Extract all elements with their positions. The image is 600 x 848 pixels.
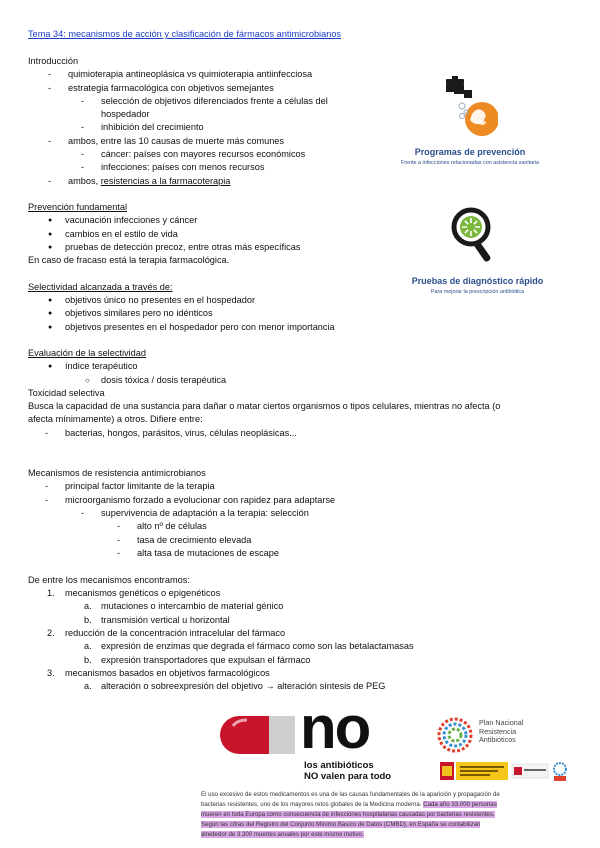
- mecanismos-subsubitem: - alta tasa de mutaciones de escape: [137, 547, 279, 561]
- lista-subitem: alteración o sobreexpresión del objetivo → alteración síntesis de PEG: [101, 681, 386, 691]
- mecanismos-subsubitem: - tasa de crecimiento elevada: [137, 534, 251, 548]
- toxicidad-item: - bacterias, hongos, parásitos, virus, células neoplásicas...: [65, 427, 297, 441]
- lista-number: 1.: [47, 588, 55, 598]
- lista-item: mecanismos genéticos o epigenéticos: [65, 588, 221, 598]
- plan-nacional-text: [479, 719, 523, 745]
- lista-item: reducción de la concentración intracelular del fármaco: [65, 628, 286, 638]
- plan-nacional-logo-icon: [436, 716, 474, 754]
- evaluacion-heading: Evaluación de la selectividad: [28, 348, 146, 358]
- intro-item: - estrategia farmacológica con objetivos semejantes: [68, 82, 274, 96]
- lista-subitem: expresión de enzimas que degrada el fármaco como son las betalactamasas: [101, 641, 414, 651]
- ministry-logos: [440, 760, 570, 782]
- banner-line1: los antibióticos: [304, 760, 374, 771]
- banner-caption-line: El uso excesivo de estos medicamentos es una de las causas fundamentales de la aparición y propagación de: [201, 791, 500, 798]
- intro-item: - quimioterapia antineoplásica vs quimioterapia antiinfecciosa: [68, 68, 312, 82]
- toxicidad-heading: Toxicidad selectiva: [28, 388, 105, 398]
- intro-item: - ambos, entre las 10 causas de muerte más comunes: [68, 135, 284, 149]
- page-title[interactable]: Tema 34: mecanismos de acción y clasificación de fármacos antimicrobianos: [28, 29, 342, 39]
- capsule-icon: [219, 712, 299, 758]
- lista-item: mecanismos basados en objetivos farmacológicos: [65, 668, 270, 678]
- lista-number: 3.: [47, 668, 55, 678]
- magnifier-icon: [451, 205, 501, 269]
- handwash-icon: [438, 76, 498, 138]
- prevencion-footer: En caso de fracaso está la terapia farmacológica.: [28, 255, 230, 265]
- banner-caption-line: [201, 830, 364, 840]
- banner-no: no: [300, 694, 370, 761]
- caption-highlight: Cada año 33.000 personas: [423, 801, 497, 808]
- lista-letter: a.: [84, 681, 92, 691]
- caption-text: bacterias resistentes, uno de los mayores retos globales de la Medicina moderna.: [201, 801, 422, 808]
- intro-heading: Introducción: [28, 56, 79, 66]
- selectividad-heading: Selectividad alcanzada a través de:: [28, 282, 173, 292]
- intro-subitem: - infecciones: países con menos recursos: [101, 161, 264, 175]
- logo-prevencion-subtitle: Frente a infecciones relacionadas con asistencia sanitaria: [400, 160, 540, 166]
- toxicidad-text: Busca la capacidad de una sustancia para dañar o matar ciertos organismos o tipos celulares, mientras no afecta (o: [28, 401, 501, 411]
- intro-item-prefix: ambos,: [68, 176, 99, 186]
- plan-nacional-line: Antibióticos: [479, 735, 516, 745]
- mecanismos-heading: Mecanismos de resistencia antimicrobianos: [28, 468, 206, 478]
- lista-subitem: transmisión vertical u horizontal: [101, 615, 230, 625]
- toxicidad-text: afecta mínimamente) a otros. Difiere entre:: [28, 414, 203, 424]
- caption-highlight: alrededor de 3.300 muertes anuales por este mismo motivo.: [201, 831, 364, 838]
- selectividad-item: ● objetivos presentes en el hospedador pero con menor importancia: [65, 321, 335, 335]
- lista-number: 2.: [47, 628, 55, 638]
- intro-item: [68, 175, 230, 189]
- lista-subitem: mutaciones o intercambio de material génico: [101, 601, 284, 611]
- lista-intro: De entre los mecanismos encontramos:: [28, 575, 190, 585]
- lista-letter: a.: [84, 601, 92, 611]
- caption-highlight: Según las cifras del Registro del Conjunto Mínimo Básico de Datos (CMBD), en España se contabilizan: [201, 821, 481, 828]
- lista-letter: b.: [84, 615, 92, 625]
- logo-prevencion-title: Programas de prevención: [414, 147, 526, 157]
- banner-caption-line: [201, 810, 495, 820]
- plan-nacional-line: Plan Nacional: [479, 718, 524, 727]
- banner-caption-line: [201, 800, 497, 810]
- lista-letter: b.: [84, 655, 92, 665]
- prevencion-heading: Prevención fundamental: [28, 202, 128, 212]
- logo-diagnostico-title: Pruebas de diagnóstico rápido: [411, 276, 544, 286]
- intro-subitem-cont: hospedador: [101, 109, 150, 119]
- mecanismos-subitem: - supervivencia de adaptación a la terapia: selección: [101, 507, 309, 521]
- intro-subitem: - cáncer: países con mayores recursos económicos: [101, 148, 305, 162]
- banner-line2: NO valen para todo: [304, 771, 392, 782]
- mecanismos-item: - principal factor limitante de la terapia: [65, 480, 215, 494]
- evaluacion-subitem: ○ dosis tóxica / dosis terapéutica: [101, 374, 226, 388]
- banner-caption-line: [201, 820, 480, 830]
- prevencion-item: ● cambios en el estilo de vida: [65, 228, 178, 242]
- selectividad-item: ● objetivos similares pero no idénticos: [65, 307, 213, 321]
- prevencion-item: ● vacunación infecciones y cáncer: [65, 214, 197, 228]
- intro-subitem: - selección de objetivos diferenciados frente a células del: [101, 95, 328, 109]
- intro-subitem: - inhibición del crecimiento: [101, 121, 204, 135]
- intro-item-underlined: resistencias a la farmacoterapia: [100, 176, 231, 186]
- caption-highlight: mueren en toda Europa como consecuencia de infecciones hospitalarias causadas por bacterias resistentes.: [201, 811, 495, 818]
- lista-subitem: expresión transportadores que expulsan el fármaco: [101, 655, 311, 665]
- mecanismos-subsubitem: - alto nº de células: [137, 520, 207, 534]
- mecanismos-item: - microorganismo forzado a evolucionar con rapidez para adaptarse: [65, 494, 335, 508]
- selectividad-item: ● objetivos único no presentes en el hospedador: [65, 294, 255, 308]
- lista-letter: a.: [84, 641, 92, 651]
- prevencion-item: ● pruebas de detección precoz, entre otras más específicas: [65, 241, 300, 255]
- plan-nacional-line: Resistencia: [479, 726, 517, 736]
- logo-diagnostico-subtitle: Para mejorar la prescripción antibiótica: [430, 289, 525, 295]
- evaluacion-item: ● índice terapéutico: [65, 360, 138, 374]
